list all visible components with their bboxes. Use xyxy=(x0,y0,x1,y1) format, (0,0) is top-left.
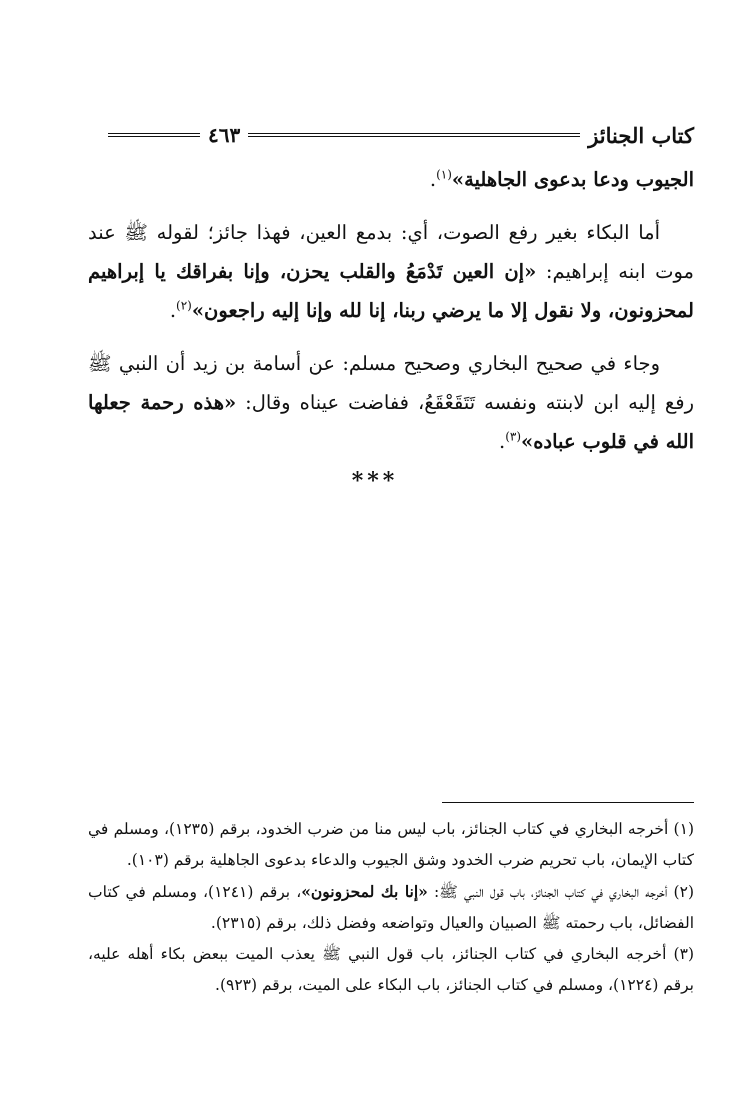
hadith-quote-end: الجيوب ودعا بدعوى الجاهلية» xyxy=(451,168,694,191)
footnote-1: (١) أخرجه البخاري في كتاب الجنائز، باب ليس منا من ضرب الخدود، برقم (١٢٣٥)، ومسلم في كتاب الإيمان، باب تحريم ضرب الخدود وشق الجيوب والدعاء بدعوى الجاهلية برقم (١٠٣). xyxy=(88,820,694,869)
footnote-ref-3[interactable]: (٣) xyxy=(505,429,522,444)
running-header xyxy=(100,120,694,150)
footnote-text: ، برقم (١٢٤١)، ومسلم في كتاب الفضائل، باب رحمته ﷺ الصبيان والعيال وتواضعه وفضل ذلك، برقم (٢٣١٥). xyxy=(88,883,694,932)
sentence-end: . xyxy=(499,430,506,453)
footnote-ref-1[interactable]: (١) xyxy=(436,167,452,182)
sentence-end: . xyxy=(429,168,437,191)
paragraph-3 xyxy=(88,344,694,461)
footnote-text: (٢) أخرجه البخاري في كتاب الجنائز، باب قول النبي ﷺ: xyxy=(427,883,694,901)
footnote-2 xyxy=(88,876,694,939)
footnote-3: (٣) أخرجه البخاري في كتاب الجنائز، باب قول النبي ﷺ يعذب الميت ببعض بكاء أهله عليه، برقم (١٢٢٤)، ومسلم في كتاب الجنائز، باب البكاء على الميت، برقم (٩٢٣). xyxy=(88,945,694,994)
sentence-end: . xyxy=(169,299,177,322)
main-text xyxy=(88,160,694,475)
footnotes xyxy=(88,814,694,1001)
paragraph-text: وجاء في صحيح البخاري وصحيح مسلم: عن أسامة بن زيد أن النبي ﷺ رفع إليه ابن لابنته ونفسه تَتَقَعْقَعُ، ففاضت عيناه وقال: xyxy=(88,352,694,414)
paragraph-1 xyxy=(88,160,694,199)
section-separator: *** xyxy=(351,468,399,494)
paragraph-text: أما البكاء بغير رفع الصوت، أي: بدمع العين، فهذا جائز؛ لقوله ﷺ عند موت ابنه إبراهيم: xyxy=(88,221,694,283)
footnote-quote: «إنا بك لمحزونون» xyxy=(301,882,428,901)
book-title: كتاب الجنائز xyxy=(588,122,694,148)
page-number: ٤٦٣ xyxy=(208,123,241,147)
footnote-ref-2[interactable]: (٢) xyxy=(176,298,192,313)
paragraph-2 xyxy=(88,213,694,330)
header-rule xyxy=(248,133,580,137)
header-rule-short xyxy=(108,133,200,137)
hadith-quote: «هذه رحمة جعلها الله في قلوب عباده» xyxy=(88,391,694,453)
footnote-divider xyxy=(442,802,694,803)
hadith-quote: «إن العين تَدْمَعُ والقلب يحزن، وإنا بفراقك يا إبراهيم لمحزونون، ولا نقول إلا ما يرضي ربنا، إنا لله وإنا إليه راجعون» xyxy=(88,260,694,322)
